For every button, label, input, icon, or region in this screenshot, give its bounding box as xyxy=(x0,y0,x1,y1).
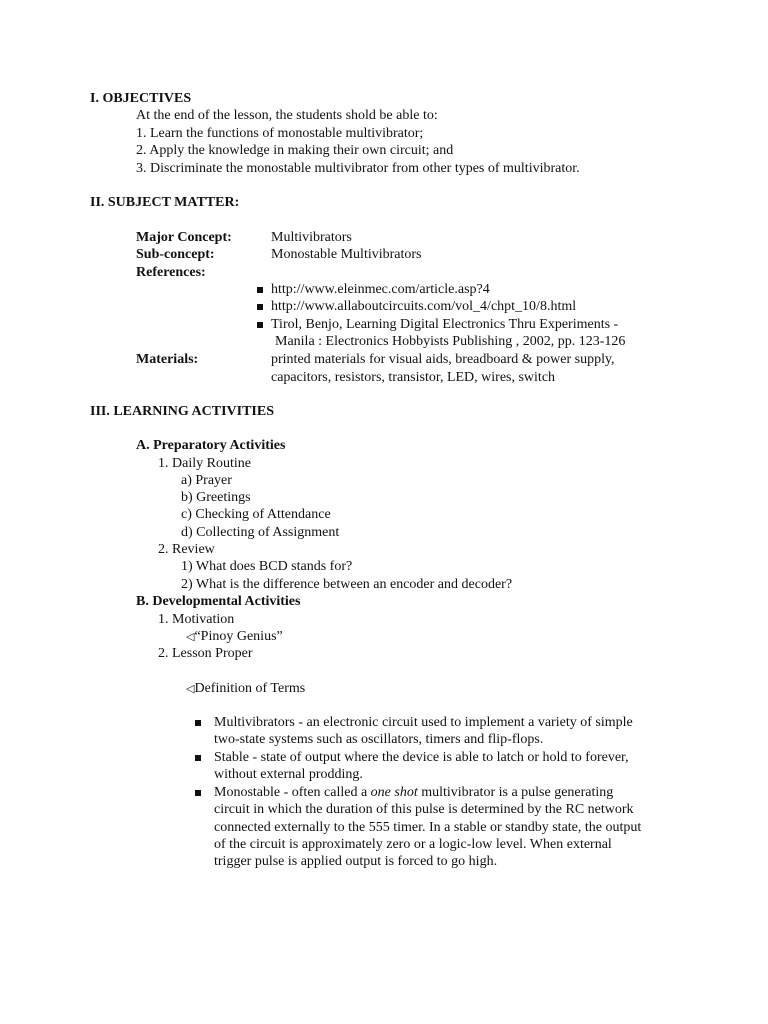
reference-book: Tirol, Benjo, Learning Digital Electronics Thru Experiments - xyxy=(271,317,619,332)
lesson-proper: 2. Lesson Proper xyxy=(158,646,253,661)
major-concept-value: Multivibrators xyxy=(271,230,352,245)
objective-item: 2. Apply the knowledge in making their own circuit; and xyxy=(136,143,454,158)
materials-line: printed materials for visual aids, breadboard & power supply, xyxy=(271,352,615,367)
review-item: 1) What does BCD stands for? xyxy=(181,559,353,574)
subject-matter-heading: II. SUBJECT MATTER: xyxy=(90,195,240,210)
bullet-square-icon xyxy=(195,790,201,796)
bullet-square-icon xyxy=(195,755,201,761)
major-concept-label: Major Concept: xyxy=(136,230,232,245)
materials-label: Materials: xyxy=(136,352,199,367)
term-line: without external prodding. xyxy=(214,767,363,782)
arrow-left-icon: ◁ xyxy=(186,631,195,643)
bullet-square-icon xyxy=(257,304,263,310)
objectives-intro: At the end of the lesson, the students shold be able to: xyxy=(136,108,438,123)
sub-concept-label: Sub-concept: xyxy=(136,247,215,262)
reference-link: http://www.allaboutcircuits.com/vol_4/chpt_10/8.html xyxy=(271,299,577,314)
reference-book-continuation: Manila : Electronics Hobbyists Publishing , 2002, pp. 123-126 xyxy=(275,334,626,349)
bullet-square-icon xyxy=(257,287,263,293)
objective-item: 1. Learn the functions of monostable multivibrator; xyxy=(136,126,424,141)
routine-item: b) Greetings xyxy=(181,490,251,505)
preparatory-heading: A. Preparatory Activities xyxy=(136,438,286,453)
motivation-item: ◁“Pinoy Genius” xyxy=(186,629,283,644)
developmental-heading: B. Developmental Activities xyxy=(136,594,301,609)
objective-item: 3. Discriminate the monostable multivibrator from other types of multivibrator. xyxy=(136,161,580,176)
review: 2. Review xyxy=(158,542,215,557)
reference-link: http://www.eleinmec.com/article.asp?4 xyxy=(271,282,490,297)
routine-item: d) Collecting of Assignment xyxy=(181,525,340,540)
bullet-square-icon xyxy=(195,720,201,726)
arrow-left-icon: ◁ xyxy=(186,683,195,695)
review-item: 2) What is the difference between an encoder and decoder? xyxy=(181,577,513,592)
bullet-square-icon xyxy=(257,322,263,328)
term-line: Stable - state of output where the device is able to latch or hold to forever, xyxy=(214,750,629,765)
routine-item: c) Checking of Attendance xyxy=(181,507,331,522)
term-line: Monostable - often called a one shot multivibrator is a pulse generating xyxy=(214,785,614,800)
materials-line: capacitors, resistors, transistor, LED, wires, switch xyxy=(271,370,556,385)
learning-activities-heading: III. LEARNING ACTIVITIES xyxy=(90,404,275,419)
routine-item: a) Prayer xyxy=(181,473,232,488)
sub-concept-value: Monostable Multivibrators xyxy=(271,247,422,262)
daily-routine: 1. Daily Routine xyxy=(158,456,251,471)
objectives-heading: I. OBJECTIVES xyxy=(90,91,192,106)
term-line: of the circuit is approximately zero or a logic-low level. When external xyxy=(214,837,612,852)
term-line: circuit in which the duration of this pulse is determined by the RC network xyxy=(214,802,634,817)
term-line: Multivibrators - an electronic circuit used to implement a variety of simple xyxy=(214,715,633,730)
definition-of-terms: ◁Definition of Terms xyxy=(186,681,306,696)
term-line: trigger pulse is applied output is forced to go high. xyxy=(214,854,498,869)
term-line: two-state systems such as oscillators, timers and flip-flops. xyxy=(214,732,544,747)
references-label: References: xyxy=(136,265,206,280)
motivation: 1. Motivation xyxy=(158,612,235,627)
term-line: connected externally to the 555 timer. In a stable or standby state, the output xyxy=(214,820,642,835)
